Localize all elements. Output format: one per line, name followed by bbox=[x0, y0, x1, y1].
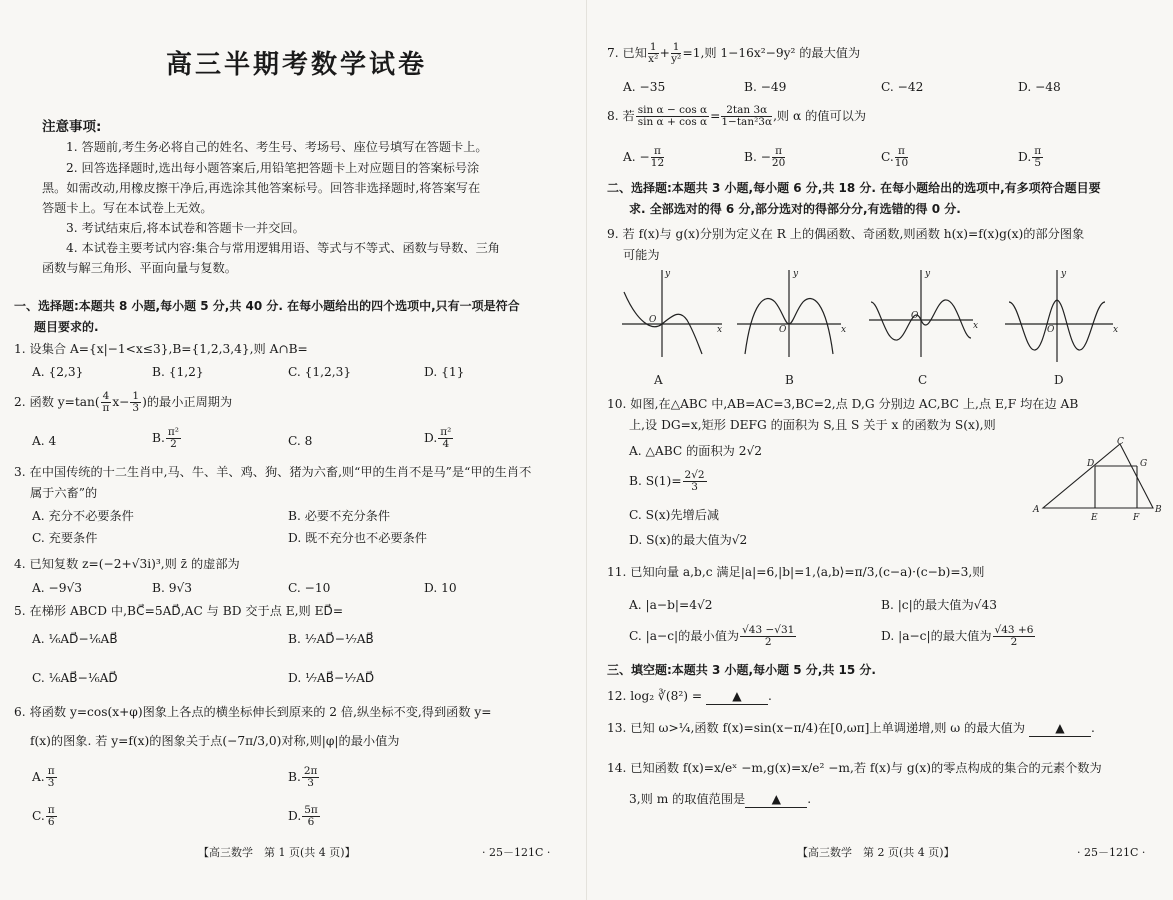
question-5-option-c: C. ¹⁄₆AB⃗−¹⁄₆AD⃗ bbox=[32, 671, 118, 685]
point-b-label: B bbox=[1155, 505, 1162, 515]
question-8-option-b: B. − $\frac{\pi}{20}$ bbox=[744, 145, 786, 169]
page-1 bbox=[0, 0, 586, 900]
notice-line: 函数与解三角形、平面向量与复数。 bbox=[42, 261, 237, 275]
section-1-heading-cont: 题目要求的. bbox=[34, 320, 99, 334]
section-3-heading: 三、填空题:本题共 3 小题,每小题 5 分,共 15 分. bbox=[607, 663, 876, 677]
question-2-option-c: C. 8 bbox=[288, 434, 313, 448]
question-9-graphs bbox=[617, 262, 1147, 392]
rectangle-defg bbox=[1095, 466, 1137, 508]
question-10-option-b: B. S(1)= $\frac{2√2}{3}$ bbox=[629, 469, 705, 493]
section-2-heading: 二、选择题:本题共 3 小题,每小题 6 分,共 18 分. 在每小题给出的选项中,有多项符合题目要 bbox=[607, 181, 1101, 195]
exam-title: 高三半期考数学试卷 bbox=[166, 50, 428, 80]
question-1-option-c: C. {1,2,3} bbox=[288, 365, 352, 379]
graph-d-y-label: y bbox=[1061, 269, 1067, 279]
question-10-stem: 10. 如图,在△ABC 中,AB=AC=3,BC=2,点 D,G 分别边 AC,BC 上,点 E,F 均在边 AB bbox=[607, 397, 1079, 411]
question-5-option-b: B. ¹⁄₇AD⃗−¹⁄₇AB⃗ bbox=[288, 632, 374, 646]
footer-page-label: 【高三数学 第 1 页(共 4 页)】 bbox=[198, 846, 356, 859]
question-1-option-d: D. {1} bbox=[424, 365, 465, 379]
question-14-answer-blank: ▲ bbox=[745, 791, 807, 808]
question-7-option-d: D. −48 bbox=[1018, 80, 1061, 94]
question-12-answer-blank: ▲ bbox=[706, 688, 768, 705]
question-10-option-d: D. S(x)的最大值为√2 bbox=[629, 533, 748, 547]
question-10-stem-cont: 上,设 DG=x,矩形 DEFG 的面积为 S,且 S 关于 x 的函数为 S(x),则 bbox=[629, 418, 996, 432]
question-5-option-a: A. ¹⁄₆AD⃗−¹⁄₆AB⃗ bbox=[32, 632, 118, 646]
notice-line: 黑。如需改动,用橡皮擦干净后,再选涂其他答案标号。回答非选择题时,将答案写在 bbox=[42, 181, 481, 195]
footer-page-label: 【高三数学 第 2 页(共 4 页)】 bbox=[797, 846, 955, 859]
graph-c-x-label: x bbox=[973, 321, 979, 331]
question-3-stem-cont: 属于六畜”的 bbox=[30, 486, 98, 500]
question-1-option-a: A. {2,3} bbox=[32, 365, 84, 379]
graph-a-y-label: y bbox=[665, 269, 671, 279]
question-7-option-c: C. −42 bbox=[881, 80, 924, 94]
question-5-option-d: D. ¹⁄₇AB⃗−¹⁄₇AD⃗ bbox=[288, 671, 375, 685]
question-9-stem-cont: 可能为 bbox=[623, 248, 660, 262]
question-14-stem: 14. 已知函数 f(x)=x/eˣ −m,g(x)=x/e² −m,若 f(x)与 g(x)的零点构成的集合的元素个数为 bbox=[607, 761, 1102, 775]
question-2-option-b: B. $\frac{\text{π²}}{2}$ bbox=[152, 426, 179, 450]
question-14-stem-cont: 3,则 m 的取值范围是 ▲ . bbox=[629, 792, 812, 806]
question-13-answer-blank: ▲ bbox=[1029, 720, 1091, 737]
question-6-stem-cont: f(x)的图象. 若 y=f(x)的图象关于点(−7π/3,0)对称,则|φ|的最小值为 bbox=[30, 734, 400, 748]
question-1-option-b: B. {1,2} bbox=[152, 365, 204, 379]
question-11-stem: 11. 已知向量 a,b,c 满足|a|=6,|b|=1,⟨a,b⟩=π/3,(c−a)·(c−b)=3,则 bbox=[607, 565, 985, 579]
graph-a-label: A bbox=[654, 373, 663, 387]
question-4-option-b: B. 9√3 bbox=[152, 581, 192, 595]
question-5-stem: 5. 在梯形 ABCD 中,BC⃗=5AD⃗,AC 与 BD 交于点 E,则 ED⃗= bbox=[14, 604, 344, 618]
question-4-option-d: D. 10 bbox=[424, 581, 457, 595]
question-3-option-c: C. 充要条件 bbox=[32, 531, 98, 545]
graph-b-y-label: y bbox=[793, 269, 799, 279]
notice-line: 答题卡上。写在本试卷上无效。 bbox=[42, 201, 213, 215]
question-13-stem: 13. 已知 ω>¼,函数 f(x)=sin(x−π/4)在[0,ωπ]上单调递增,则 ω 的最大值为 ▲ . bbox=[607, 721, 1095, 735]
graph-b-x-label: x bbox=[841, 325, 847, 335]
question-11-option-d: D. |a−c|的最大值为 $\frac{√43 +6}{2}$ bbox=[881, 624, 1034, 648]
graph-c-label: C bbox=[918, 373, 928, 387]
question-7-option-b: B. −49 bbox=[744, 80, 787, 94]
graph-c-y-label: y bbox=[925, 269, 931, 279]
graph-b-label: B bbox=[785, 373, 794, 387]
graph-a-curve bbox=[624, 292, 702, 354]
question-3-option-b: B. 必要不充分条件 bbox=[288, 509, 391, 523]
graph-b-origin: O bbox=[779, 325, 787, 335]
footer-exam-code: · 25－121C · bbox=[1077, 846, 1146, 859]
footer-exam-code: · 25－121C · bbox=[482, 846, 551, 859]
notice-line: 1. 答题前,考生务必将自己的姓名、考生号、考场号、座位号填写在答题卡上。 bbox=[66, 140, 488, 154]
graph-d-label: D bbox=[1054, 373, 1064, 387]
point-c-label: C bbox=[1117, 437, 1124, 447]
graph-d-origin: O bbox=[1047, 325, 1055, 335]
question-7-option-a: A. −35 bbox=[623, 80, 666, 94]
section-1-heading: 一、选择题:本题共 8 小题,每小题 5 分,共 40 分. 在每小题给出的四个选项中,只有一项是符合 bbox=[14, 299, 520, 313]
notice-line: 4. 本试卷主要考试内容:集合与常用逻辑用语、等式与不等式、函数与导数、三角 bbox=[66, 241, 500, 255]
question-2-option-d: D. $\frac{\text{π²}}{4}$ bbox=[424, 426, 452, 450]
question-8-option-d: D. $\frac{\pi}{5}$ bbox=[1018, 145, 1042, 169]
notice-line: 3. 考试结束后,将本试卷和答题卡一并交回。 bbox=[66, 221, 305, 235]
question-11-option-a: A. |a−b|=4√2 bbox=[629, 598, 713, 612]
graph-c-origin: O bbox=[911, 311, 919, 321]
question-6-option-c: C. $\frac{\pi}{6}$ bbox=[32, 804, 55, 828]
question-4-stem: 4. 已知复数 z=(−2+√3i)³,则 z̄ 的虚部为 bbox=[14, 557, 240, 571]
page-2 bbox=[587, 0, 1173, 900]
point-a-label: A bbox=[1033, 505, 1040, 515]
graph-d-x-label: x bbox=[1113, 325, 1119, 335]
question-7-stem: 7. 已知 $\frac{1}{\text{x²}}$ + $\frac{1}{\text{y²}}$ =1,则 1−16x²−9y² 的最大值为 bbox=[607, 41, 861, 65]
point-f-label: F bbox=[1133, 513, 1140, 522]
question-11-option-c: C. |a−c|的最小值为 $\frac{√43 -√31}{2}$ bbox=[629, 624, 795, 648]
graph-a-x-label: x bbox=[717, 325, 723, 335]
question-10-option-a: A. △ABC 的面积为 2√2 bbox=[629, 444, 763, 458]
question-3-option-a: A. 充分不必要条件 bbox=[32, 509, 134, 523]
question-3-option-d: D. 既不充分也不必要条件 bbox=[288, 531, 427, 545]
question-12-stem: 12. log₂ ∛(8²) = ▲ . bbox=[607, 689, 772, 703]
question-4-option-a: A. −9√3 bbox=[32, 581, 83, 595]
notice-line: 2. 回答选择题时,选出每小题答案后,用铅笔把答题卡上对应题目的答案标号涂 bbox=[66, 161, 480, 175]
point-d-label: D bbox=[1087, 459, 1095, 469]
question-11-option-b: B. |c|的最大值为√43 bbox=[881, 598, 997, 612]
question-1-stem: 1. 设集合 A={x|−1<x≤3},B={1,2,3,4},则 A∩B= bbox=[14, 342, 308, 356]
question-8-stem: 8. 若 $\frac{\text{sin α − cos α}}{\text{sin α + cos α}}$ = $\frac{2\tan 3\alpha}{\text{1−tan²3α}}$ ,则 α 的值可以为 bbox=[607, 104, 867, 128]
question-9-stem: 9. 若 f(x)与 g(x)分别为定义在 R 上的偶函数、奇函数,则函数 h(x)=f(x)g(x)的部分图象 bbox=[607, 227, 1085, 241]
question-6-option-b: B. $\frac{2\pi}{3}$ bbox=[288, 765, 318, 789]
question-6-stem: 6. 将函数 y=cos(x+φ)图象上各点的横坐标伸长到原来的 2 倍,纵坐标不变,得到函数 y= bbox=[14, 705, 492, 719]
point-g-label: G bbox=[1140, 459, 1148, 469]
notice-heading: 注意事项: bbox=[42, 119, 102, 135]
question-10-option-c: C. S(x)先增后减 bbox=[629, 508, 720, 522]
question-10-figure bbox=[1027, 436, 1167, 522]
point-e-label: E bbox=[1091, 513, 1098, 522]
question-3-stem: 3. 在中国传统的十二生肖中,马、牛、羊、鸡、狗、猪为六畜,则“甲的生肖不是马”是“甲的生肖不 bbox=[14, 465, 532, 479]
section-2-heading-cont: 求. 全部选对的得 6 分,部分选对的得部分分,有选错的得 0 分. bbox=[629, 202, 961, 216]
question-6-option-a: A. $\frac{\pi}{3}$ bbox=[32, 765, 55, 789]
question-8-option-a: A. − $\frac{\pi}{12}$ bbox=[623, 145, 665, 169]
question-4-option-c: C. −10 bbox=[288, 581, 331, 595]
question-6-option-d: D. $\frac{5\pi}{6}$ bbox=[288, 804, 318, 828]
question-2-stem: 2. 函数 y=tan( $\frac{4}{\pi}$ x− $\frac{1}{3}$ )的最小正周期为 bbox=[14, 390, 233, 414]
question-8-option-c: C. $\frac{\pi}{10}$ bbox=[881, 145, 909, 169]
graph-a-origin: O bbox=[649, 315, 657, 325]
question-2-option-a: A. 4 bbox=[32, 434, 57, 448]
